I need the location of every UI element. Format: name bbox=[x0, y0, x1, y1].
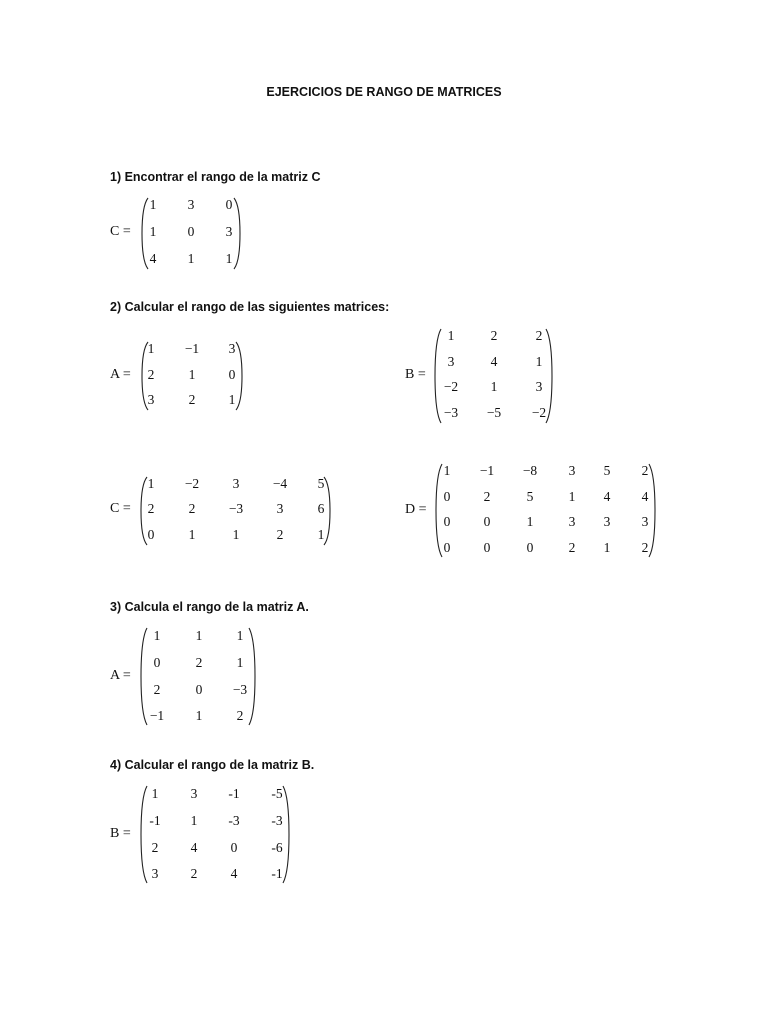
matrix-cell: 1 bbox=[149, 197, 157, 212]
matrix-cell: 1 bbox=[149, 224, 157, 239]
matrix-cell: 1 bbox=[526, 514, 534, 529]
matrix-cell: 3 bbox=[447, 354, 455, 369]
matrix-cell: 0 bbox=[147, 527, 155, 542]
matrix-cell: 0 bbox=[228, 367, 236, 382]
matrix-cell: 6 bbox=[317, 501, 325, 516]
matrix-cell: 3 bbox=[187, 197, 195, 212]
matrix-cell: -3 bbox=[271, 813, 283, 828]
left-parenthesis bbox=[140, 785, 148, 884]
left-parenthesis bbox=[434, 328, 442, 424]
matrix-cell: 1 bbox=[147, 476, 155, 491]
matrix-cell: 0 bbox=[230, 840, 238, 855]
matrix-cell: 1 bbox=[317, 527, 325, 542]
page-title: EJERCICIOS DE RANGO DE MATRICES bbox=[266, 85, 502, 99]
matrix-cell: 2 bbox=[151, 840, 159, 855]
matrix-cell: 2 bbox=[641, 540, 649, 555]
matrix-cell: 3 bbox=[276, 501, 284, 516]
matrix-cell: 3 bbox=[568, 514, 576, 529]
matrix-cell: 0 bbox=[443, 489, 451, 504]
matrix-cell: 1 bbox=[236, 655, 244, 670]
matrix-cell: 1 bbox=[187, 251, 195, 266]
matrix-cell: 4 bbox=[641, 489, 649, 504]
left-parenthesis bbox=[140, 627, 148, 726]
right-parenthesis bbox=[545, 328, 553, 424]
left-parenthesis bbox=[435, 463, 443, 558]
matrix-label: A = bbox=[110, 668, 131, 683]
matrix-cell: 0 bbox=[483, 540, 491, 555]
matrix-cell: 1 bbox=[188, 527, 196, 542]
matrix-cell: 1 bbox=[490, 379, 498, 394]
right-parenthesis bbox=[233, 197, 241, 270]
matrix-cell: 5 bbox=[603, 463, 611, 478]
matrix-cell: 4 bbox=[490, 354, 498, 369]
exercise-1-heading: 1) Encontrar el rango de la matriz C bbox=[110, 170, 321, 184]
matrix-cell: 3 bbox=[151, 866, 159, 881]
matrix-cell: 1 bbox=[225, 251, 233, 266]
matrix-cell: 2 bbox=[568, 540, 576, 555]
matrix-cell: 2 bbox=[195, 655, 203, 670]
matrix-cell: −1 bbox=[149, 708, 165, 723]
matrix-cell: 1 bbox=[228, 392, 236, 407]
matrix-cell: 3 bbox=[535, 379, 543, 394]
matrix-cell: 4 bbox=[603, 489, 611, 504]
matrix-cell: 2 bbox=[147, 367, 155, 382]
matrix-cell: −3 bbox=[232, 682, 248, 697]
matrix-cell: 1 bbox=[153, 628, 161, 643]
matrix-cell: −4 bbox=[272, 476, 288, 491]
matrix-cell: −2 bbox=[531, 405, 547, 420]
matrix-cell: −2 bbox=[443, 379, 459, 394]
matrix-cell: 3 bbox=[228, 341, 236, 356]
matrix-cell: 0 bbox=[526, 540, 534, 555]
matrix-cell: 2 bbox=[153, 682, 161, 697]
matrix-cell: 4 bbox=[230, 866, 238, 881]
left-parenthesis bbox=[141, 197, 149, 270]
matrix-cell: 5 bbox=[317, 476, 325, 491]
matrix-cell: 1 bbox=[195, 708, 203, 723]
matrix-label: B = bbox=[405, 367, 426, 382]
matrix-cell: 1 bbox=[447, 328, 455, 343]
matrix-cell: -6 bbox=[271, 840, 283, 855]
matrix-cell: 1 bbox=[195, 628, 203, 643]
matrix-cell: 1 bbox=[190, 813, 198, 828]
matrix-cell: 3 bbox=[568, 463, 576, 478]
matrix-cell: 2 bbox=[483, 489, 491, 504]
matrix-cell: 3 bbox=[147, 392, 155, 407]
right-parenthesis bbox=[248, 627, 256, 726]
matrix-label: B = bbox=[110, 826, 131, 841]
matrix-cell: 0 bbox=[443, 540, 451, 555]
matrix-label: C = bbox=[110, 501, 131, 516]
exercise-2-heading: 2) Calcular el rango de las siguientes matrices: bbox=[110, 300, 390, 314]
matrix-cell: 2 bbox=[190, 866, 198, 881]
matrix-cell: 1 bbox=[443, 463, 451, 478]
matrix-cell: 3 bbox=[603, 514, 611, 529]
matrix-cell: 0 bbox=[443, 514, 451, 529]
matrix-cell: 4 bbox=[149, 251, 157, 266]
matrix-cell: −1 bbox=[479, 463, 495, 478]
matrix-cell: 1 bbox=[232, 527, 240, 542]
matrix-cell: -1 bbox=[271, 866, 283, 881]
matrix-cell: 1 bbox=[535, 354, 543, 369]
matrix-cell: 2 bbox=[147, 501, 155, 516]
matrix-cell: 5 bbox=[526, 489, 534, 504]
matrix-cell: 0 bbox=[225, 197, 233, 212]
matrix-cell: -1 bbox=[228, 786, 240, 801]
matrix-label: A = bbox=[110, 367, 131, 382]
matrix-cell: −5 bbox=[486, 405, 502, 420]
matrix-cell: −8 bbox=[522, 463, 538, 478]
right-parenthesis bbox=[235, 341, 243, 411]
matrix-cell: 3 bbox=[232, 476, 240, 491]
matrix-cell: 2 bbox=[236, 708, 244, 723]
right-parenthesis bbox=[282, 785, 290, 884]
matrix-cell: −1 bbox=[184, 341, 200, 356]
matrix-cell: 4 bbox=[190, 840, 198, 855]
matrix-cell: -5 bbox=[271, 786, 283, 801]
right-parenthesis bbox=[648, 463, 656, 558]
matrix-cell: 1 bbox=[151, 786, 159, 801]
matrix-cell: 3 bbox=[190, 786, 198, 801]
matrix-cell: 1 bbox=[188, 367, 196, 382]
matrix-cell: 3 bbox=[225, 224, 233, 239]
matrix-cell: 1 bbox=[603, 540, 611, 555]
matrix-label: C = bbox=[110, 224, 131, 239]
matrix-cell: 0 bbox=[153, 655, 161, 670]
matrix-cell: 2 bbox=[535, 328, 543, 343]
matrix-cell: 1 bbox=[147, 341, 155, 356]
matrix-cell: 0 bbox=[187, 224, 195, 239]
matrix-cell: 2 bbox=[276, 527, 284, 542]
matrix-cell: 0 bbox=[195, 682, 203, 697]
matrix-cell: 2 bbox=[188, 501, 196, 516]
matrix-cell: 1 bbox=[568, 489, 576, 504]
matrix-cell: 2 bbox=[641, 463, 649, 478]
exercise-4-heading: 4) Calcular el rango de la matriz B. bbox=[110, 758, 315, 772]
matrix-label: D = bbox=[405, 502, 427, 517]
matrix-cell: −3 bbox=[228, 501, 244, 516]
matrix-cell: 2 bbox=[188, 392, 196, 407]
matrix-cell: -1 bbox=[149, 813, 161, 828]
exercise-3-heading: 3) Calcula el rango de la matriz A. bbox=[110, 600, 309, 614]
matrix-cell: 2 bbox=[490, 328, 498, 343]
matrix-cell: −2 bbox=[184, 476, 200, 491]
matrix-cell: 1 bbox=[236, 628, 244, 643]
matrix-cell: 0 bbox=[483, 514, 491, 529]
matrix-cell: −3 bbox=[443, 405, 459, 420]
matrix-cell: 3 bbox=[641, 514, 649, 529]
matrix-cell: -3 bbox=[228, 813, 240, 828]
